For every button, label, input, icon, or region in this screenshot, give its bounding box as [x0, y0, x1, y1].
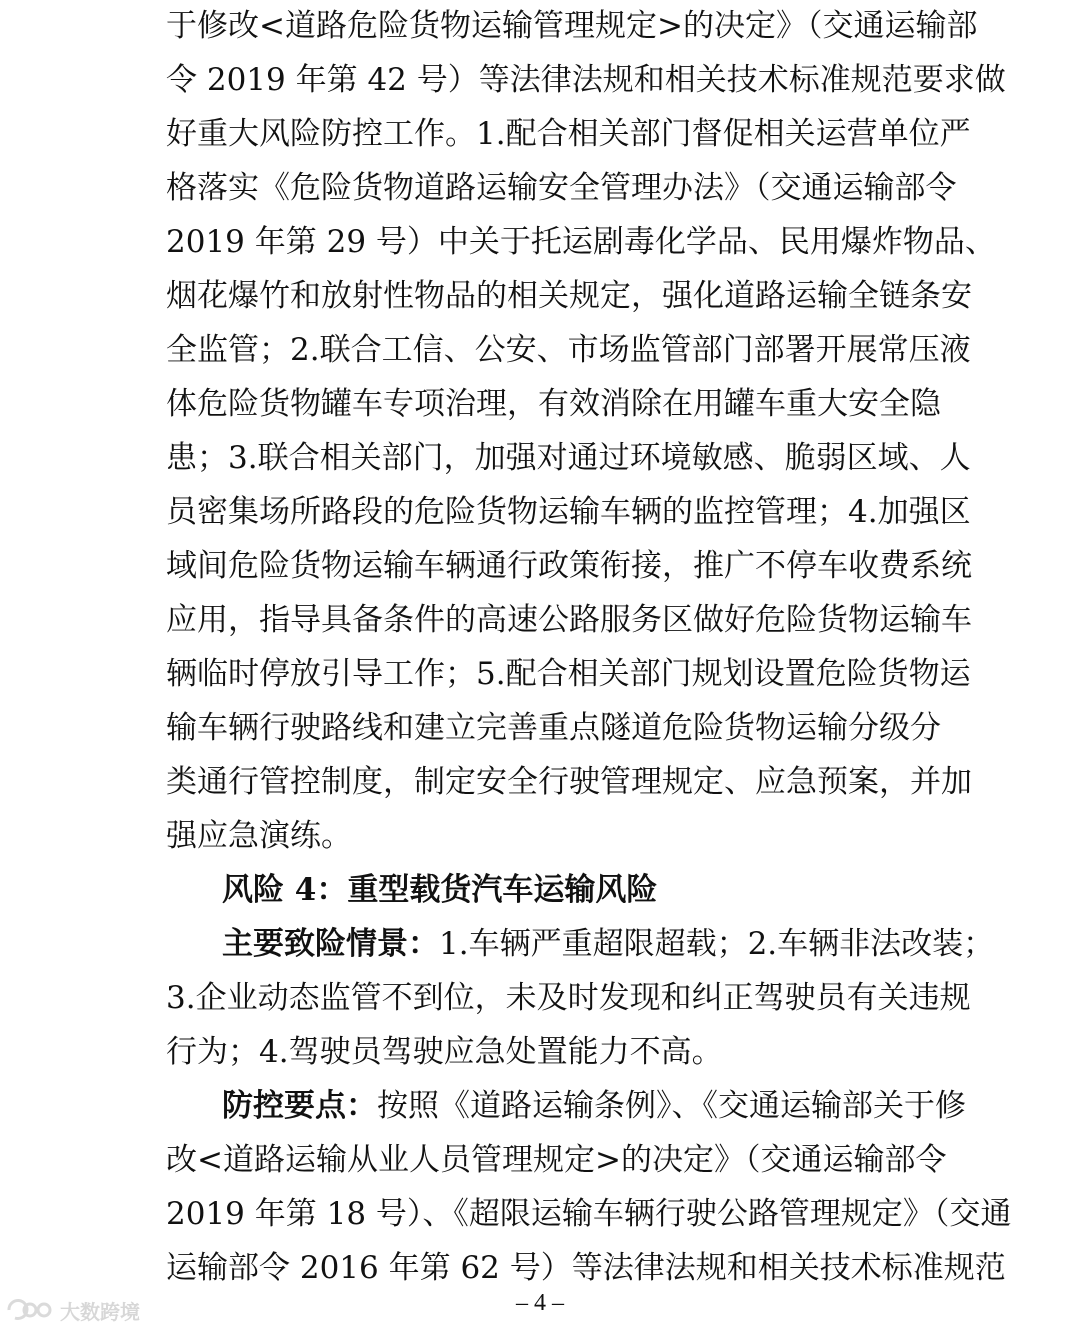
body-line: 烟花爆竹和放射性物品的相关规定，强化道路运输全链条安 [166, 278, 972, 314]
body-line: 应用，指导具备条件的高速公路服务区做好危险货物运输车 [166, 602, 972, 638]
control-text: 按照《道路运输条例》、《交通运输部关于修 [377, 1088, 966, 1124]
body-line: 类通行管控制度，制定安全行驶管理规定、应急预案，并加 [166, 764, 972, 800]
body-line: 2019 年第 29 号）中关于托运剧毒化学品、民用爆炸物品、 [166, 224, 996, 260]
body-line: 令 2019 年第 42 号）等法律法规和相关技术标准规范要求做 [166, 62, 1006, 98]
watermark-logo-icon [6, 1297, 54, 1323]
body-line: 体危险货物罐车专项治理，有效消除在用罐车重大安全隐 [166, 386, 941, 422]
body-line: 全监管；2.联合工信、公安、市场监管部门部署开展常压液 [166, 332, 971, 368]
scenario-label: 主要致险情景： [222, 926, 439, 962]
body-line: 患；3.联合相关部门，加强对通过环境敏感、脆弱区域、人 [166, 440, 971, 476]
scenario-text: 1.车辆严重超限超载；2.车辆非法改装； [439, 926, 995, 962]
body-line: 行为；4.驾驶员驾驶应急处置能力不高。 [166, 1034, 723, 1070]
body-line: 于修改<道路危险货物运输管理规定>的决定》（交通运输部 [166, 8, 978, 44]
control-label: 防控要点： [222, 1088, 377, 1124]
body-line: 3.企业动态监管不到位，未及时发现和纠正驾驶员有关违规 [166, 980, 971, 1016]
body-line: 2019 年第 18 号）、《超限运输车辆行驶公路管理规定》（交通 [166, 1196, 1012, 1232]
control-paragraph-line [222, 1086, 966, 1126]
page-number: – 4 – [516, 1290, 564, 1316]
body-line: 员密集场所路段的危险货物运输车辆的监控管理；4.加强区 [166, 494, 971, 530]
body-line: 好重大风险防控工作。1.配合相关部门督促相关运营单位严 [166, 116, 971, 152]
body-line: 辆临时停放引导工作；5.配合相关部门规划设置危险货物运 [166, 656, 971, 692]
body-line: 输车辆行驶路线和建立完善重点隧道危险货物运输分级分 [166, 710, 941, 746]
watermark-text: 大数跨境 [60, 1299, 140, 1324]
body-line: 域间危险货物运输车辆通行政策衔接，推广不停车收费系统 [166, 548, 972, 584]
watermark [6, 1295, 140, 1325]
risk-heading: 风险 4：重型载货汽车运输风险 [222, 872, 658, 908]
body-line: 格落实《危险货物道路运输安全管理办法》（交通运输部令 [166, 170, 957, 206]
body-line: 改<道路运输从业人员管理规定>的决定》（交通运输部令 [166, 1142, 947, 1178]
scenario-paragraph-line [222, 924, 995, 964]
body-line: 运输部令 2016 年第 62 号）等法律法规和相关技术标准规范 [166, 1250, 1006, 1286]
body-line: 强应急演练。 [166, 818, 352, 854]
